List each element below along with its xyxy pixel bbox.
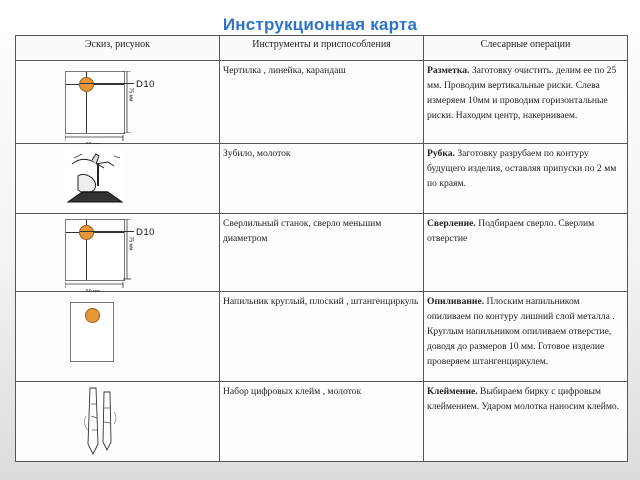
op-text: Заготовку очистить. делим ее по 25 мм. Проводим вертикальные риски. Слева измеряем 10мм и проводим горизонтальные риски. Находим центр, накерниваем. xyxy=(427,65,617,121)
instruction-table xyxy=(15,35,628,462)
table-row xyxy=(16,61,628,144)
ops-cell xyxy=(424,61,628,144)
op-name: Сверление. xyxy=(427,218,476,229)
sketch-cell xyxy=(16,382,220,462)
tools-cell: Сверлильный станок, сверло меньшим диаметром xyxy=(220,214,424,292)
op-text: Подбираем сверло. Сверлим отверстие xyxy=(427,218,595,244)
height-label: 75 мм xyxy=(127,87,134,102)
table-row xyxy=(16,214,628,292)
sketch-cell xyxy=(16,214,220,292)
diameter-label: D10 xyxy=(136,79,155,90)
blank-sketch xyxy=(65,71,125,134)
sketch-cell xyxy=(16,61,220,144)
stamp-punch-icon xyxy=(80,386,120,456)
op-name: Опиливание. xyxy=(427,296,485,307)
tools-cell: Напильник круглый, плоский , штангенциркуль xyxy=(220,292,424,382)
height-dimension xyxy=(120,71,132,133)
ops-cell xyxy=(424,382,628,462)
op-text: Плоским напильником опиливаем по контуру лишний слой металла . Круглым напильником опиливаем отверстие, доводя до размеров 10 мм. Готовое изделие проверяем штангенциркулем. xyxy=(427,296,615,367)
header-row xyxy=(16,36,628,61)
table-row xyxy=(16,144,628,214)
table-row xyxy=(16,382,628,462)
sketch-cell xyxy=(16,144,220,214)
table-row xyxy=(16,292,628,382)
tools-cell: Набор цифровых клейм , молоток xyxy=(220,382,424,462)
tools-cell: Чертилка , линейка, карандаш xyxy=(220,61,424,144)
op-text: Выбираем бирку с цифровым клеймением. Ударом молотка наносим клеймо. xyxy=(427,386,620,412)
blank-sketch xyxy=(65,219,125,281)
ops-cell xyxy=(424,214,628,292)
height-label: 75 мм xyxy=(127,236,134,251)
header-sketch: Эскиз, рисунок xyxy=(16,36,220,61)
op-name: Разметка. xyxy=(427,65,470,76)
op-name: Рубка. xyxy=(427,148,455,159)
op-name: Клеймение. xyxy=(427,386,478,397)
hole-marker xyxy=(85,308,100,323)
hole-marker xyxy=(79,77,94,92)
ops-cell xyxy=(424,144,628,214)
chisel-hand-icon xyxy=(64,150,126,208)
page-title: Инструкционная карта xyxy=(222,15,418,34)
diameter-label: D10 xyxy=(136,227,155,238)
tools-cell: Зубило, молоток xyxy=(220,144,424,214)
sketch-cell xyxy=(16,292,220,382)
op-text: Заготовку разрубаем по контуру будущего изделия, оставляя припуски по 2 мм по краям. xyxy=(427,148,617,189)
header-ops: Слесарные операции xyxy=(424,36,628,61)
header-tools: Инструменты и приспособления xyxy=(220,36,424,61)
finished-blank xyxy=(70,302,114,362)
ops-cell xyxy=(424,292,628,382)
hole-marker xyxy=(79,225,94,240)
